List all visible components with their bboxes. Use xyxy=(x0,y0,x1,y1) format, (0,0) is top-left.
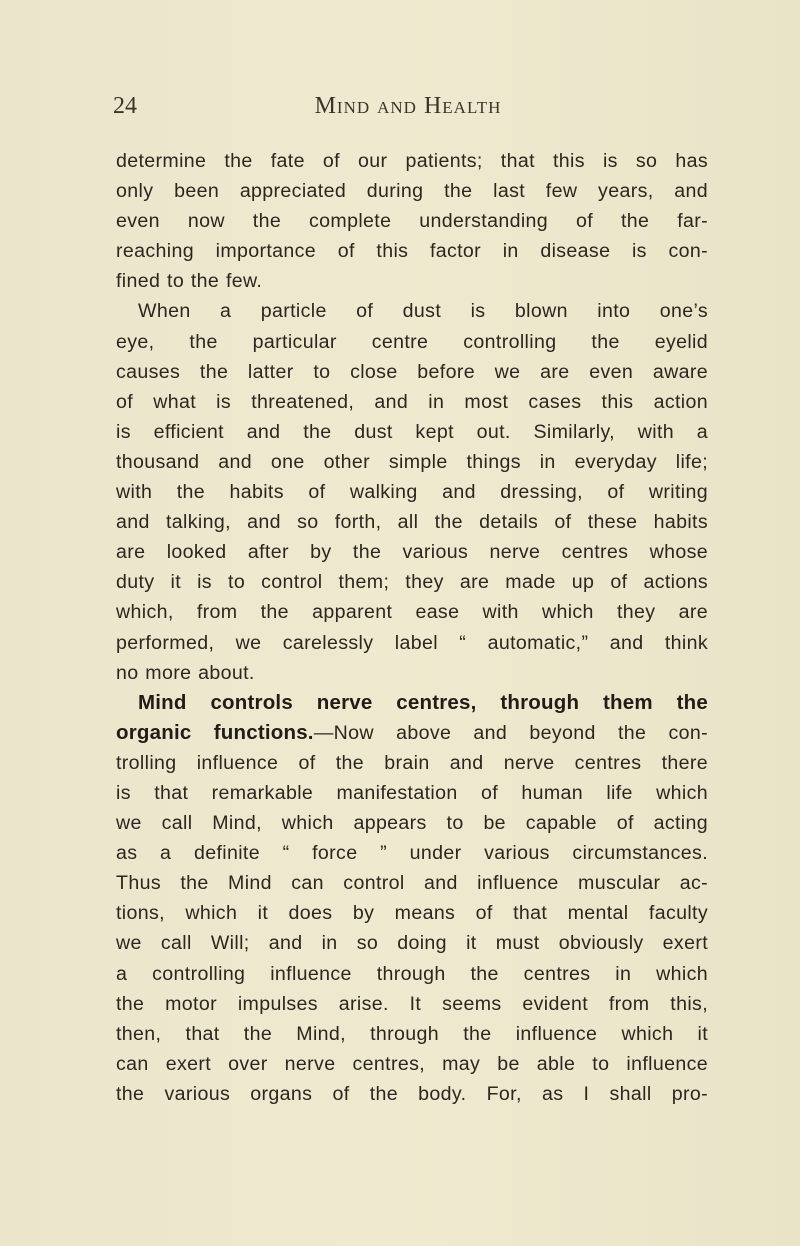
section-heading-line xyxy=(116,688,708,718)
text-line: fined to the few. xyxy=(116,270,263,293)
text-line: duty it is to control them; they are made up of actions xyxy=(116,571,708,594)
text-line: is that remarkable manifestation of human life which xyxy=(116,781,708,804)
text-line: tions, which it does by means of that mental faculty xyxy=(116,902,708,925)
page-header xyxy=(113,93,703,127)
text-line: we call Mind, which appears to be capable of acting xyxy=(116,812,708,835)
text-line: a controlling influence through the centres in which xyxy=(116,962,708,985)
text-line: eye, the particular centre controlling the eyelid xyxy=(116,330,708,353)
text-line: with the habits of walking and dressing, of writing xyxy=(116,481,708,504)
text-line: is efficient and the dust kept out. Similarly, with a xyxy=(116,420,708,443)
text-line: When a particle of dust is blown into one’s xyxy=(138,300,708,323)
text-line: of what is threatened, and in most cases this action xyxy=(116,390,708,413)
body-text xyxy=(116,146,708,1109)
text-line: no more about. xyxy=(116,661,255,684)
section-first-words: —Now above and beyond the con- xyxy=(313,721,708,744)
text-line: can exert over nerve centres, may be able to influence xyxy=(116,1052,708,1075)
text-line: reaching importance of this factor in disease is con- xyxy=(116,240,708,263)
text-line: trolling influence of the brain and nerve centres there xyxy=(116,751,708,774)
section-heading-tail: organic functions. xyxy=(116,720,314,744)
page-number: 24 xyxy=(113,93,137,119)
text-line: and talking, and so forth, all the details of these habits xyxy=(116,511,708,534)
section-heading: Mind controls nerve centres, through them the xyxy=(138,690,708,714)
text-line: thousand and one other simple things in everyday life; xyxy=(116,450,708,473)
text-line: only been appreciated during the last few years, and xyxy=(116,180,708,203)
text-line: then, that the Mind, through the influence which it xyxy=(116,1022,708,1045)
text-line: the various organs of the body. For, as I shall pro- xyxy=(116,1082,708,1105)
section-heading-continuation xyxy=(116,718,708,748)
running-head: Mind and Health xyxy=(314,93,502,119)
text-line: determine the fate of our patients; that this is so has xyxy=(116,150,708,172)
text-line: as a definite “ force ” under various circumstances. xyxy=(116,842,708,865)
text-line: causes the latter to close before we are even aware xyxy=(116,360,708,383)
text-line: the motor impulses arise. It seems evident from this, xyxy=(116,992,708,1015)
text-line: even now the complete understanding of the far- xyxy=(116,210,708,233)
text-line: we call Will; and in so doing it must obviously exert xyxy=(116,932,708,955)
text-line: performed, we carelessly label “ automatic,” and think xyxy=(116,631,708,654)
text-line: Thus the Mind can control and influence muscular ac- xyxy=(116,872,708,895)
text-line: are looked after by the various nerve centres whose xyxy=(116,541,708,564)
text-line: which, from the apparent ease with which they are xyxy=(116,601,708,624)
